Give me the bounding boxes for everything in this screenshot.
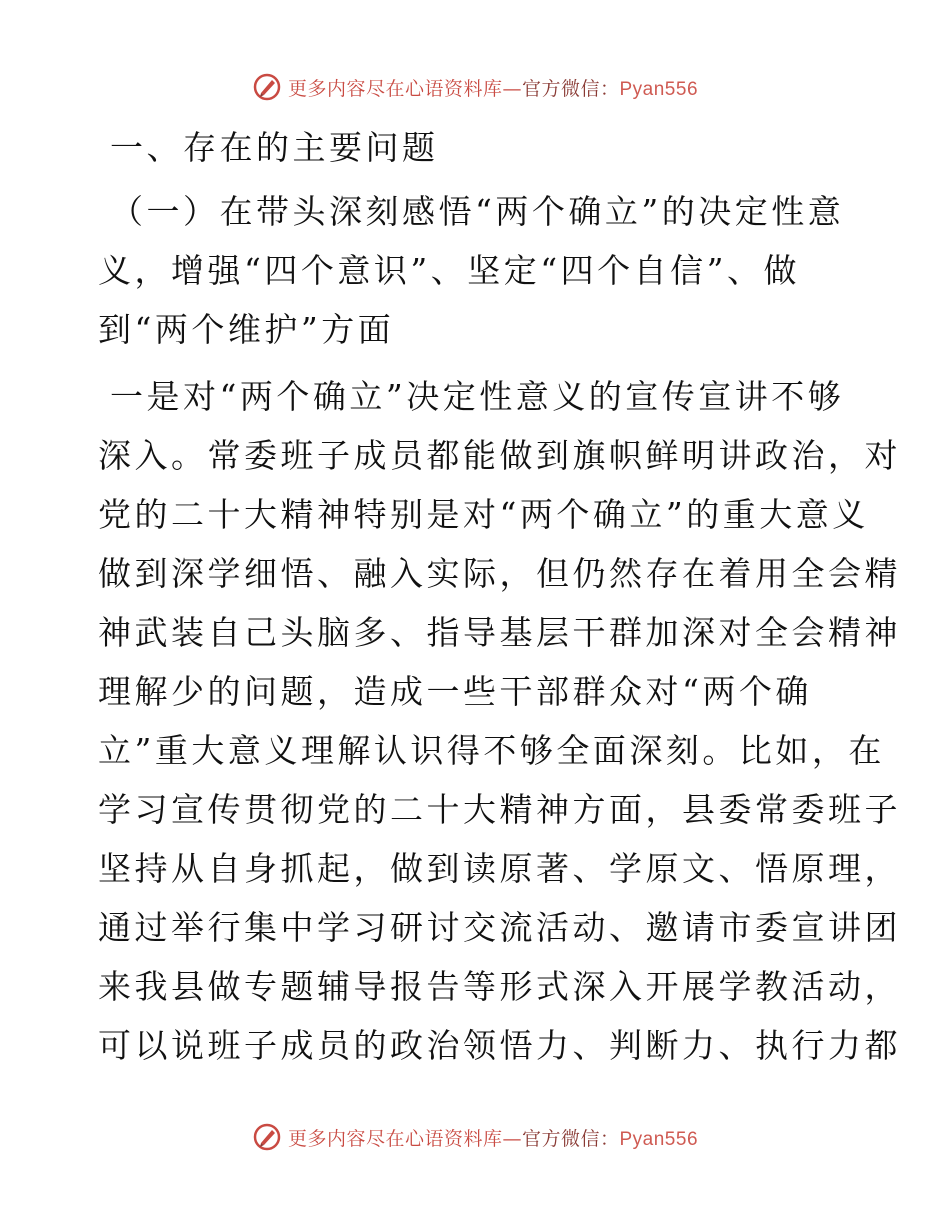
watermark-text (288, 1124, 698, 1151)
watermark-id: Pyan556 (619, 1128, 699, 1150)
watermark-main: 更多内容尽在心语资料库 (287, 1127, 503, 1150)
paragraph-line: 做到深学细悟、融入实际，但仍然存在着用全会精 (98, 554, 901, 593)
paragraph-line: 神武装自己头脑多、指导基层干群加深对全会精神 (98, 613, 901, 652)
paragraph-line: 一是对“两个确立”决定性意义的宣传宣讲不够 (110, 377, 845, 416)
watermark-separator: — (502, 77, 522, 100)
watermark-text (288, 74, 698, 101)
watermark-separator: — (502, 1127, 522, 1150)
pen-logo-icon (252, 1122, 282, 1152)
paragraph-line: 通过举行集中学习研讨交流活动、邀请市委宣讲团 (98, 908, 901, 947)
subheading-line: 到“两个维护”方面 (98, 310, 395, 349)
body-paragraph (98, 367, 901, 1075)
paragraph-line: 学习宣传贯彻党的二十大精神方面，县委常委班子 (98, 790, 901, 829)
paragraph-line: 立”重大意义理解认识得不够全面深刻。比如，在 (98, 731, 885, 770)
watermark-main: 更多内容尽在心语资料库 (287, 77, 503, 100)
watermark-official: 官方微信： (521, 77, 620, 100)
subheading (98, 182, 858, 359)
document-body (98, 120, 901, 1075)
watermark-official: 官方微信： (521, 1127, 620, 1150)
paragraph-line: 可以说班子成员的政治领悟力、判断力、执行力都 (98, 1026, 901, 1065)
footer-watermark (0, 1122, 950, 1152)
header-watermark (0, 72, 950, 102)
subheading-line: 义，增强“四个意识”、坚定“四个自信”、做 (98, 251, 800, 290)
paragraph-line: 理解少的问题，造成一些干部群众对“两个确 (98, 672, 812, 711)
pen-logo-icon (252, 72, 282, 102)
subheading-line: （一）在带头深刻感悟“两个确立”的决定性意 (110, 192, 845, 231)
paragraph-line: 坚持从自身抓起，做到读原著、学原文、悟原理， (98, 849, 901, 888)
watermark-id: Pyan556 (619, 78, 699, 100)
paragraph-line: 深入。常委班子成员都能做到旗帜鲜明讲政治，对 (98, 436, 901, 475)
paragraph-line: 来我县做专题辅导报告等形式深入开展学教活动， (98, 967, 901, 1006)
section-heading: 一、存在的主要问题 (110, 128, 439, 167)
paragraph-line: 党的二十大精神特别是对“两个确立”的重大意义 (98, 495, 869, 534)
